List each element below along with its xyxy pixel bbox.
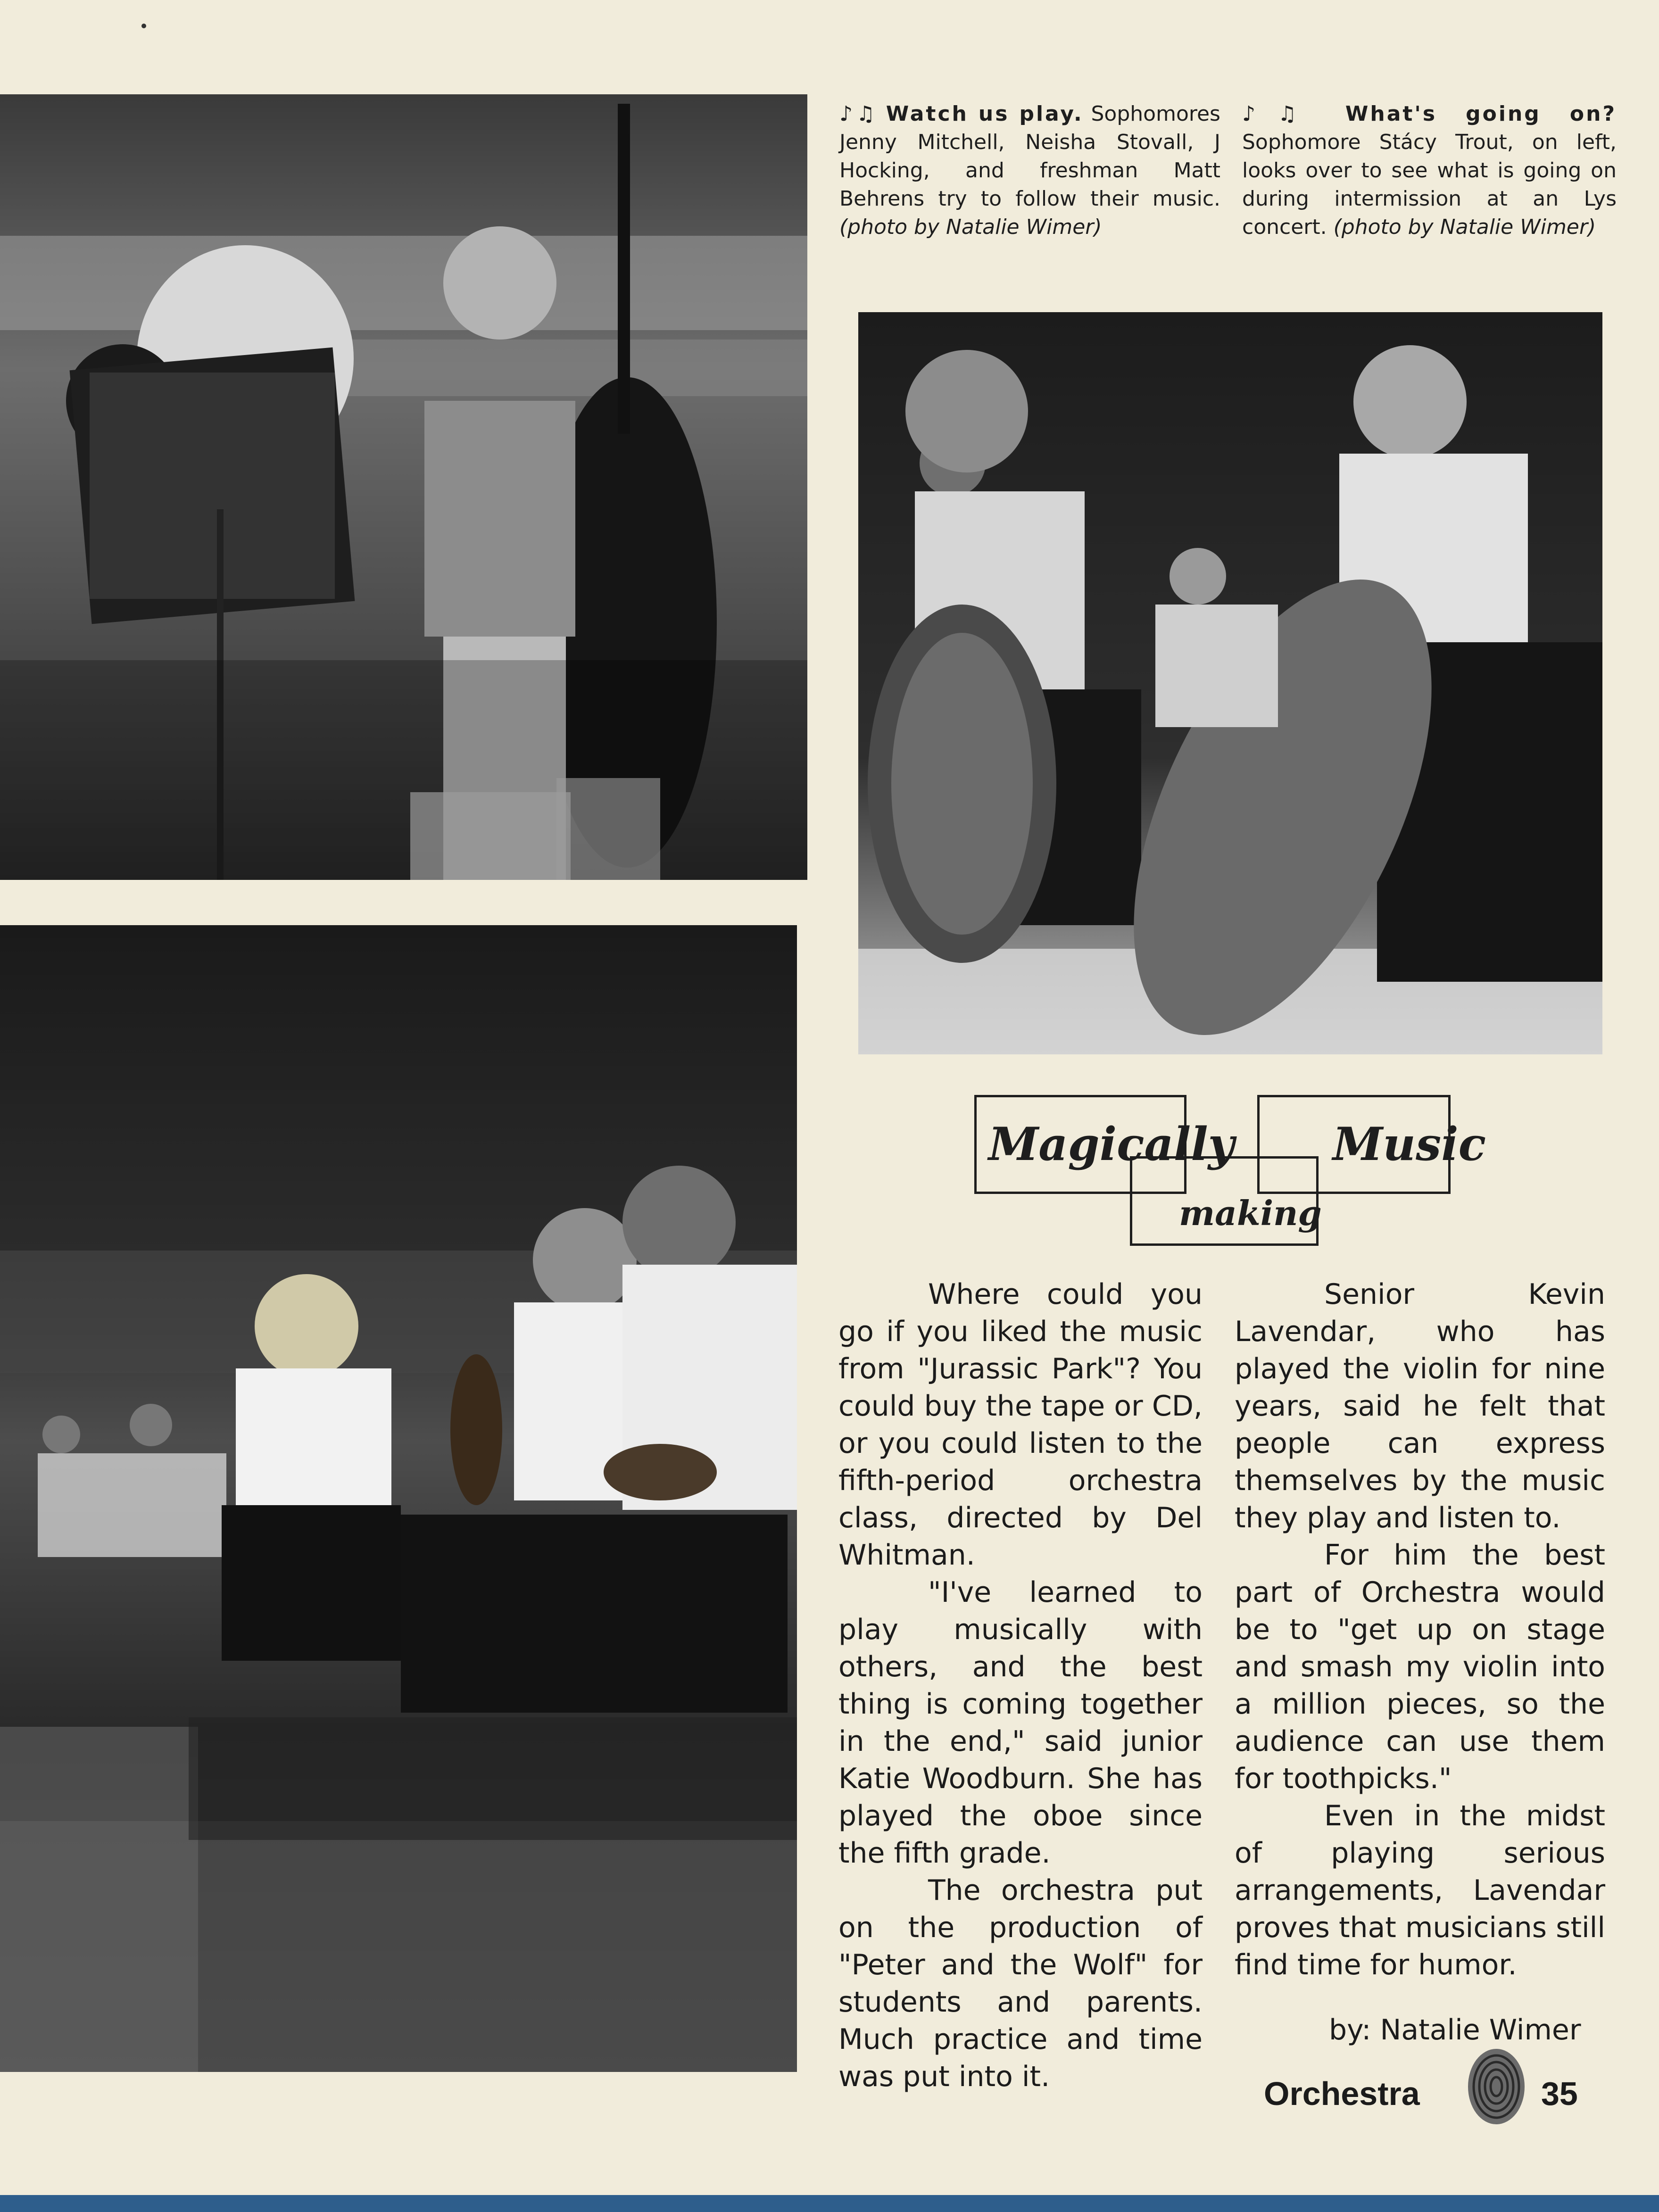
- thumbprint-icon: [1466, 2046, 1527, 2127]
- caption-whats-going-on: [1242, 100, 1617, 241]
- music-note-icon: ♪♫: [1242, 102, 1319, 126]
- article-paragraph: "I've learned to play musically with others, and the best thing is coming together in the end," said junior Katie Woodburn. She has played the oboe since the fifth grade.: [838, 1576, 1203, 1870]
- print-speck: [141, 24, 146, 28]
- headline-word-magically: Magically: [988, 1118, 1235, 1171]
- article-column-2: [1235, 1276, 1605, 1984]
- caption-watch-us-play: [839, 100, 1220, 241]
- footer-section-title: Orchestra: [1264, 2075, 1420, 2112]
- music-note-icon: ♪♫: [839, 102, 879, 126]
- article-paragraph: Senior Kevin Lavendar, who has played the violin for nine years, said he felt that people can express themselves by the music they play and listen to.: [1235, 1278, 1605, 1534]
- caption-lead: What's going on?: [1345, 102, 1617, 126]
- headline-word-music: Music: [1333, 1118, 1486, 1171]
- article-paragraph: The orchestra put on the production of "Peter and the Wolf" for students and parents. Much practice and time was put into it.: [838, 1874, 1203, 2093]
- scan-edge-strip: [0, 2195, 1659, 2212]
- caption-lead: Watch us play.: [886, 102, 1084, 126]
- article-paragraph: Where could you go if you liked the music from "Jurassic Park"? You could buy the tape or CD, or you could listen to the fifth-period orchestra class, directed by Del Whitman.: [838, 1278, 1203, 1572]
- page-number: 35: [1541, 2075, 1578, 2112]
- photo-violinists: [0, 925, 797, 2072]
- article-byline: by: Natalie Wimer: [1329, 2013, 1581, 2046]
- photo-bass-player: [0, 94, 807, 880]
- caption-body: Sophomore Stácy Trout, on left, looks over to see what is going on during intermission at an Lys concert.: [1242, 130, 1617, 239]
- article-paragraph: Even in the midst of playing serious arrangements, Lavendar proves that musicians still find time for humor.: [1235, 1799, 1605, 1981]
- caption-body: Sophomores Jenny Mitchell, Neisha Stovall, J Hocking, and freshman Matt Behrens try to follow their music.: [839, 102, 1220, 211]
- caption-credit: (photo by Natalie Wimer): [1333, 215, 1596, 239]
- caption-credit: (photo by Natalie Wimer): [839, 215, 1102, 239]
- headline-word-making: making: [1179, 1193, 1322, 1233]
- article-paragraph: For him the best part of Orchestra would be to "get up on stage and smash my violin into a million pieces, so the audience can use them for toothpicks.": [1235, 1539, 1605, 1795]
- article-column-1: [838, 1276, 1203, 2096]
- photo-cellists: [858, 312, 1602, 1054]
